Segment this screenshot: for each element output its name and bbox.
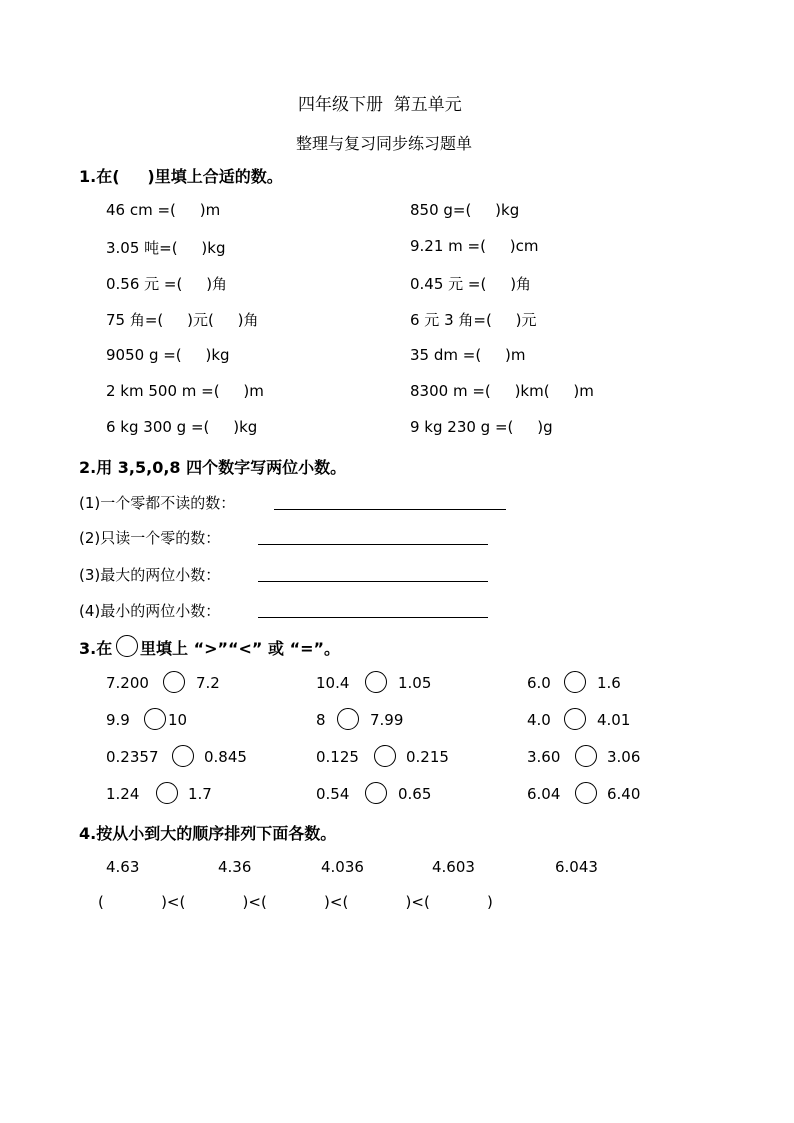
q3-left-value: 7.200 [106, 674, 149, 692]
q3-right-value: 4.01 [597, 711, 631, 729]
q3-right-value: 0.65 [398, 785, 432, 803]
q3-left-value: 6.0 [527, 674, 551, 692]
q1-item: 0.45 元 =( )角 [410, 275, 532, 293]
compare-circle[interactable] [144, 708, 166, 730]
question-3-prompt-suffix: 里填上 “>”“<” 或 “=”。 [140, 639, 341, 658]
compare-circle[interactable] [337, 708, 359, 730]
q3-left-value: 6.04 [527, 785, 561, 803]
page-title: 四年级下册 第五单元 [298, 95, 462, 115]
q1-item: 9050 g =( )kg [106, 346, 230, 364]
answer-line[interactable] [274, 509, 506, 510]
compare-circle[interactable] [156, 782, 178, 804]
q2-part-label: (3)最大的两位小数： [79, 566, 221, 584]
q3-left-value: 9.9 [106, 711, 130, 729]
q3-right-value: 1.05 [398, 674, 432, 692]
q1-item: 75 角=( )元( )角 [106, 311, 259, 329]
compare-circle[interactable] [365, 782, 387, 804]
q3-right-value: 1.7 [188, 785, 212, 803]
compare-circle[interactable] [575, 745, 597, 767]
q2-part-label: (2)只读一个零的数： [79, 529, 221, 547]
q1-item: 3.05 吨=( )kg [106, 239, 226, 257]
q3-left-value: 1.24 [106, 785, 140, 803]
q1-item: 850 g=( )kg [410, 201, 520, 219]
q4-number: 6.043 [555, 858, 598, 876]
q3-right-value: 7.2 [196, 674, 220, 692]
q1-item: 9.21 m =( )cm [410, 237, 539, 255]
compare-circle[interactable] [564, 671, 586, 693]
q1-item: 9 kg 230 g =( )g [410, 418, 553, 436]
q1-item: 35 dm =( )m [410, 346, 526, 364]
q3-left-value: 3.60 [527, 748, 561, 766]
q4-order-row[interactable]: ( )<( )<( )<( )<( ) [98, 893, 493, 911]
answer-line[interactable] [258, 617, 488, 618]
q1-item: 46 cm =( )m [106, 201, 221, 219]
compare-circle[interactable] [365, 671, 387, 693]
q3-right-value: 1.6 [597, 674, 621, 692]
q3-left-value: 4.0 [527, 711, 551, 729]
question-1-prompt: 1.在( )里填上合适的数。 [79, 167, 283, 186]
q3-right-value: 6.40 [607, 785, 641, 803]
q4-number: 4.63 [106, 858, 140, 876]
compare-circle[interactable] [374, 745, 396, 767]
q3-right-value: 10 [168, 711, 188, 729]
q3-left-value: 0.54 [316, 785, 350, 803]
q4-number: 4.36 [218, 858, 252, 876]
compare-circle[interactable] [172, 745, 194, 767]
question-3-prompt-prefix: 3.在 [79, 639, 113, 658]
q3-right-value: 3.06 [607, 748, 641, 766]
q1-item: 6 kg 300 g =( )kg [106, 418, 258, 436]
q2-part-label: (1)一个零都不读的数： [79, 494, 236, 512]
q1-item: 6 元 3 角=( )元 [410, 311, 537, 329]
q2-part-label: (4)最小的两位小数： [79, 602, 221, 620]
page-subtitle: 整理与复习同步练习题单 [296, 134, 473, 153]
q1-item: 8300 m =( )km( )m [410, 382, 594, 400]
question-2-prompt: 2.用 3,5,0,8 四个数字写两位小数。 [79, 458, 347, 477]
q3-left-value: 10.4 [316, 674, 350, 692]
q3-right-value: 7.99 [370, 711, 404, 729]
q3-right-value: 0.845 [204, 748, 247, 766]
compare-circle[interactable] [575, 782, 597, 804]
q3-left-value: 8 [316, 711, 326, 729]
q4-number: 4.036 [321, 858, 364, 876]
q4-number: 4.603 [432, 858, 475, 876]
compare-circle[interactable] [564, 708, 586, 730]
q3-right-value: 0.215 [406, 748, 449, 766]
q1-item: 0.56 元 =( )角 [106, 275, 228, 293]
q3-left-value: 0.125 [316, 748, 359, 766]
q3-left-value: 0.2357 [106, 748, 159, 766]
answer-line[interactable] [258, 544, 488, 545]
q1-item: 2 km 500 m =( )m [106, 382, 264, 400]
answer-line[interactable] [258, 581, 488, 582]
circle-icon [116, 635, 138, 657]
compare-circle[interactable] [163, 671, 185, 693]
question-4-prompt: 4.按从小到大的顺序排列下面各数。 [79, 824, 337, 843]
